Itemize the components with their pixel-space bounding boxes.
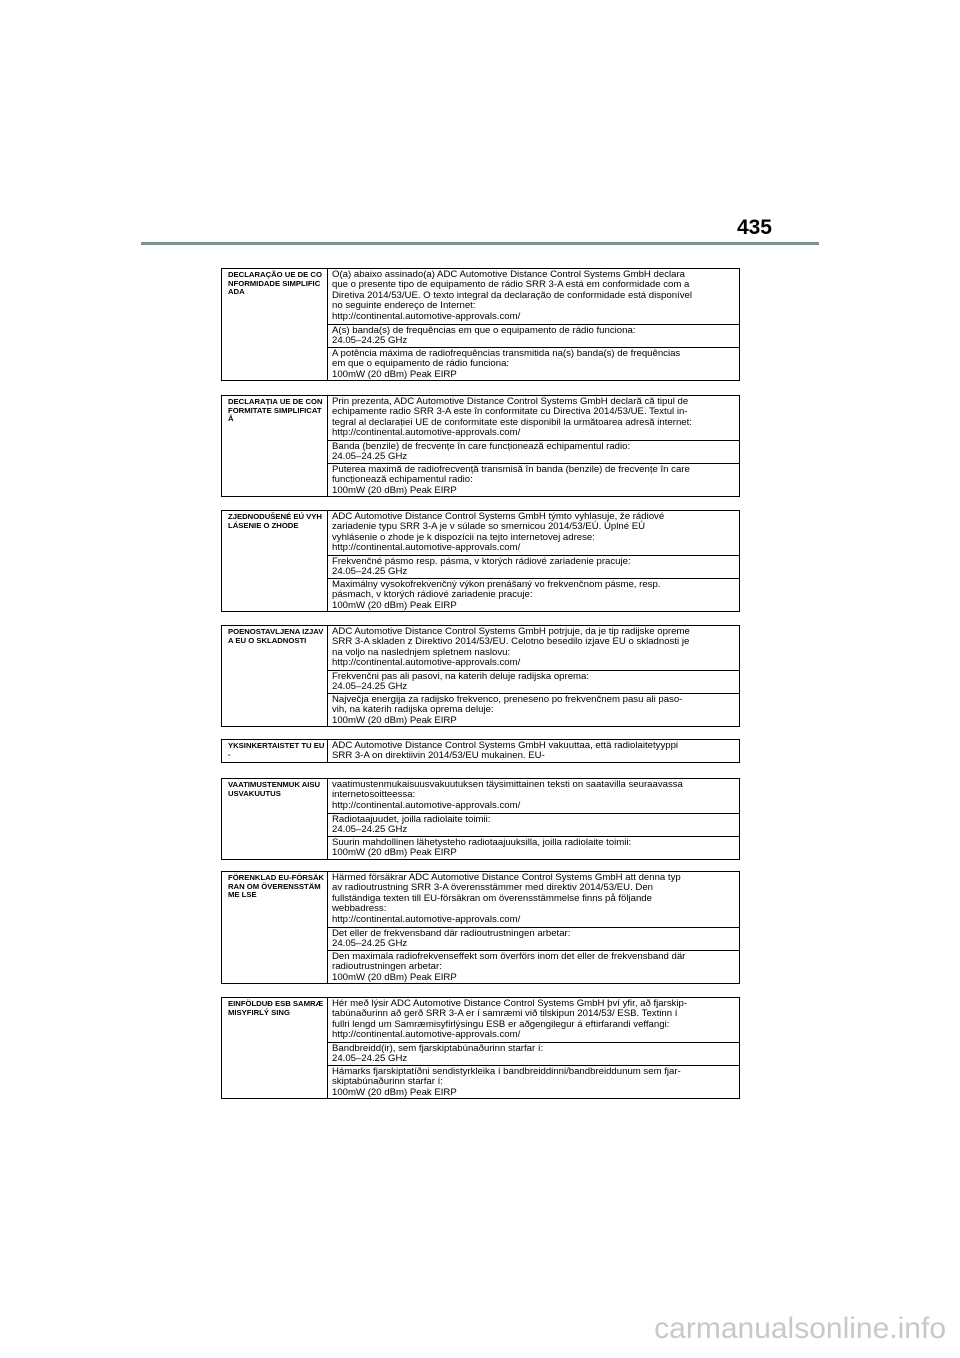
header-rule xyxy=(141,242,819,245)
max-power-cell xyxy=(328,347,740,380)
frequency-band-cell xyxy=(328,325,740,348)
frequency-band-cell xyxy=(328,671,740,694)
frequency-band-text: Frekvenčné pásmo resp. pásma, v ktorých rádiové zariadenie pracuje: 24.05–24.25 GHz xyxy=(332,556,631,578)
declaration-text xyxy=(328,740,740,763)
max-power-cell xyxy=(328,950,740,983)
frequency-band-cell xyxy=(328,814,740,837)
max-power-text: Maximálny vysokofrekvenčný výkon prenášaný vo frekvenčnom pásme, resp. pásmach, v ktorých rádiové zariadenie pracuje: 100mW (20 dBm) Peak EIRP xyxy=(332,578,661,611)
frequency-band-cell xyxy=(328,441,740,464)
page-number: 435 xyxy=(736,216,772,239)
declaration-title: DECLARAȚIA UE DE CONFORMITATE SIMPLIFICATĂ xyxy=(222,396,328,497)
declaration-text-content: O(a) abaixo assinado(a) ADC Automotive Distance Control Systems GmbH declara que o presente tipo de equipamento de rádio SRR 3-A está em conformidade com a Diretiva 2014/53/UE. O texto integral da declaração de conformidade está disponível no seguinte endereço de Internet: http://continental.automotive-approvals.com/ xyxy=(332,269,692,322)
declaration-text xyxy=(328,269,740,325)
table-row xyxy=(222,511,740,556)
frequency-band-text: Banda (benzile) de frecvențe în care funcționează echipamentul radio: 24.05–24.25 GHz xyxy=(332,441,631,463)
declaration-text xyxy=(328,998,740,1043)
declaration-title: DECLARAÇÃO UE DE CONFORMIDADE SIMPLIFICADA xyxy=(222,269,328,381)
max-power-text: Suurin mahdollinen lähetysteho radiotaajuuksilla, joilla radiolaite toimii: 100mW (20 dBm) Peak EIRP xyxy=(332,836,632,859)
max-power-cell xyxy=(328,836,740,859)
frequency-band-cell xyxy=(328,928,740,951)
table-row xyxy=(222,396,740,441)
frequency-band-cell xyxy=(328,1043,740,1066)
declaration-text xyxy=(328,511,740,556)
declaration-table-fi-part2 xyxy=(221,778,740,860)
declaration-title: VAATIMUSTENMUK AISUUSVAKUUTUS xyxy=(222,779,328,860)
table-row xyxy=(222,779,740,814)
max-power-cell xyxy=(328,693,740,726)
max-power-cell xyxy=(328,1065,740,1098)
frequency-band-text: Frekvenčni pas ali pasovi, na katerih deluje radijska oprema: 24.05–24.25 GHz xyxy=(332,671,590,693)
max-power-cell xyxy=(328,578,740,611)
declaration-text-content: Härmed försäkrar ADC Automotive Distance Control Systems GmbH att denna typ av radioutrustning SRR 3-A överensstämmer med direktiv 2014/53/EU. Den fullständiga texten till EU-försäkran om överensstämmelse finns på följande webbadress: http://continental.automotive-approvals.com/ xyxy=(332,872,681,925)
frequency-band-text: A(s) banda(s) de frequências em que o equipamento de rádio funciona: 24.05–24.25 GHz xyxy=(332,325,636,347)
table-row xyxy=(222,626,740,671)
declaration-text-content: ADC Automotive Distance Control Systems GmbH vakuuttaa, että radiolaitetyyppi SRR 3-A on direktiivin 2014/53/EU mukainen. EU- xyxy=(332,740,679,762)
max-power-text: Den maximala radiofrekvenseffekt som överförs inom det eller de frekvensband där radioutrustningen arbetar: 100mW (20 dBm) Peak EIRP xyxy=(332,950,686,983)
max-power-text: Največja energija za radijsko frekvenco, preneseno po frekvenčnem pasu ali paso- vih, na katerih radijska oprema deluje: 100mW (20 dBm) Peak EIRP xyxy=(332,693,683,726)
declaration-text xyxy=(328,396,740,441)
declaration-title: POENOSTAVLJENA IZJAVA EU O SKLADNOSTI xyxy=(222,626,328,727)
table-row xyxy=(222,269,740,325)
declaration-text-content: Prin prezenta, ADC Automotive Distance Control Systems GmbH declară că tipul de echipamente radio SRR 3-A este în conformitate cu Directiva 2014/53/UE. Textul in- tegral al declarației UE de conformitate este disponibil la următoarea adresă internet: http://continental.automotive-approvals.com/ xyxy=(332,396,692,439)
declaration-table-is xyxy=(221,997,740,1099)
declaration-text-content: vaatimustenmukaisuusvakuutuksen täysimittainen teksti on saatavilla seuraavassa internetosoitteessa: http://continental.automotive-approvals.com/ xyxy=(332,779,683,811)
declaration-text-content: ADC Automotive Distance Control Systems GmbH potrjuje, da je tip radijske opreme SRR 3-A skladen z Direktivo 2014/53/EU. Celotno besedilo izjave EU o skladnosti je na voljo na naslednjem spletnem naslovu: http://continental.automotive-approvals.com/ xyxy=(332,626,690,669)
declaration-text-content: ADC Automotive Distance Control Systems GmbH týmto vyhlasuje, že rádiové zariadenie typu SRR 3-A je v súlade so smernicou 2014/53/EÚ. Úplné EÚ vyhlásenie o zhode je k dispozícii na tejto internetovej adrese: http://continental.automotive-approvals.com/ xyxy=(332,511,665,554)
max-power-text: Hámarks fjarskiptatíðni sendistyrkleika í bandbreiddinni/bandbreiddunum sem fjar- skiptabúnaðurinn starfar í: 100mW (20 dBm) Peak EIRP xyxy=(332,1065,681,1098)
table-row xyxy=(222,872,740,928)
declaration-text xyxy=(328,626,740,671)
declaration-text-content: Hér með lýsir ADC Automotive Distance Control Systems GmbH því yfir, að fjarskip- tabúnaðurinn að gerð SRR 3-A er í samræmi við tilskipun 2014/53/ ESB. Textinn í fullri lengd um Samræmisyfirlýsingu ESB er aðgengilegur á eftirfarandi veffangi: http://continental.automotive-approvals.com/ xyxy=(332,998,688,1041)
frequency-band-cell xyxy=(328,556,740,579)
declaration-table-sl xyxy=(221,625,740,727)
site-watermark: carmanualsonline.info xyxy=(654,1312,946,1345)
frequency-band-text: Det eller de frekvensband där radioutrustningen arbetar: 24.05–24.25 GHz xyxy=(332,928,571,950)
declaration-table-fi-part1 xyxy=(221,739,740,763)
frequency-band-text: Bandbreidd(ir), sem fjarskiptabúnaðurinn starfar í: 24.05–24.25 GHz xyxy=(332,1043,544,1065)
declaration-text xyxy=(328,872,740,928)
declaration-title: ZJEDNODUŠENÉ EÚ VYHLÁSENIE O ZHODE xyxy=(222,511,328,612)
declaration-text xyxy=(328,779,740,814)
declaration-title: EINFÖLDUÐ ESB SAMRÆMISYFIRLÝ SING xyxy=(222,998,328,1099)
declaration-table-sv xyxy=(221,871,740,984)
declaration-table-ro xyxy=(221,395,740,497)
max-power-text: A potência máxima de radiofrequências transmitida na(s) banda(s) de frequências em que o equipamento de rádio funciona: 100mW (20 dBm) Peak EIRP xyxy=(332,347,681,380)
max-power-cell xyxy=(328,463,740,496)
max-power-text: Puterea maximă de radiofrecvență transmisă în banda (benzile) de frecvențe în care funcționează echipamentul radio: 100mW (20 dBm) Peak EIRP xyxy=(332,463,690,496)
frequency-band-text: Radiotaajuudet, joilla radiolaite toimii: 24.05–24.25 GHz xyxy=(332,814,491,836)
table-row xyxy=(222,998,740,1043)
table-row xyxy=(222,740,740,763)
declaration-table-sk xyxy=(221,510,740,612)
declaration-table-pt xyxy=(221,268,740,381)
declaration-title: FÖRENKLAD EU-FÖRSÄKRAN OM ÖVERENSSTÄMME LSE xyxy=(222,872,328,984)
declaration-title: YKSINKERTAISTET TU EU- xyxy=(222,740,328,763)
